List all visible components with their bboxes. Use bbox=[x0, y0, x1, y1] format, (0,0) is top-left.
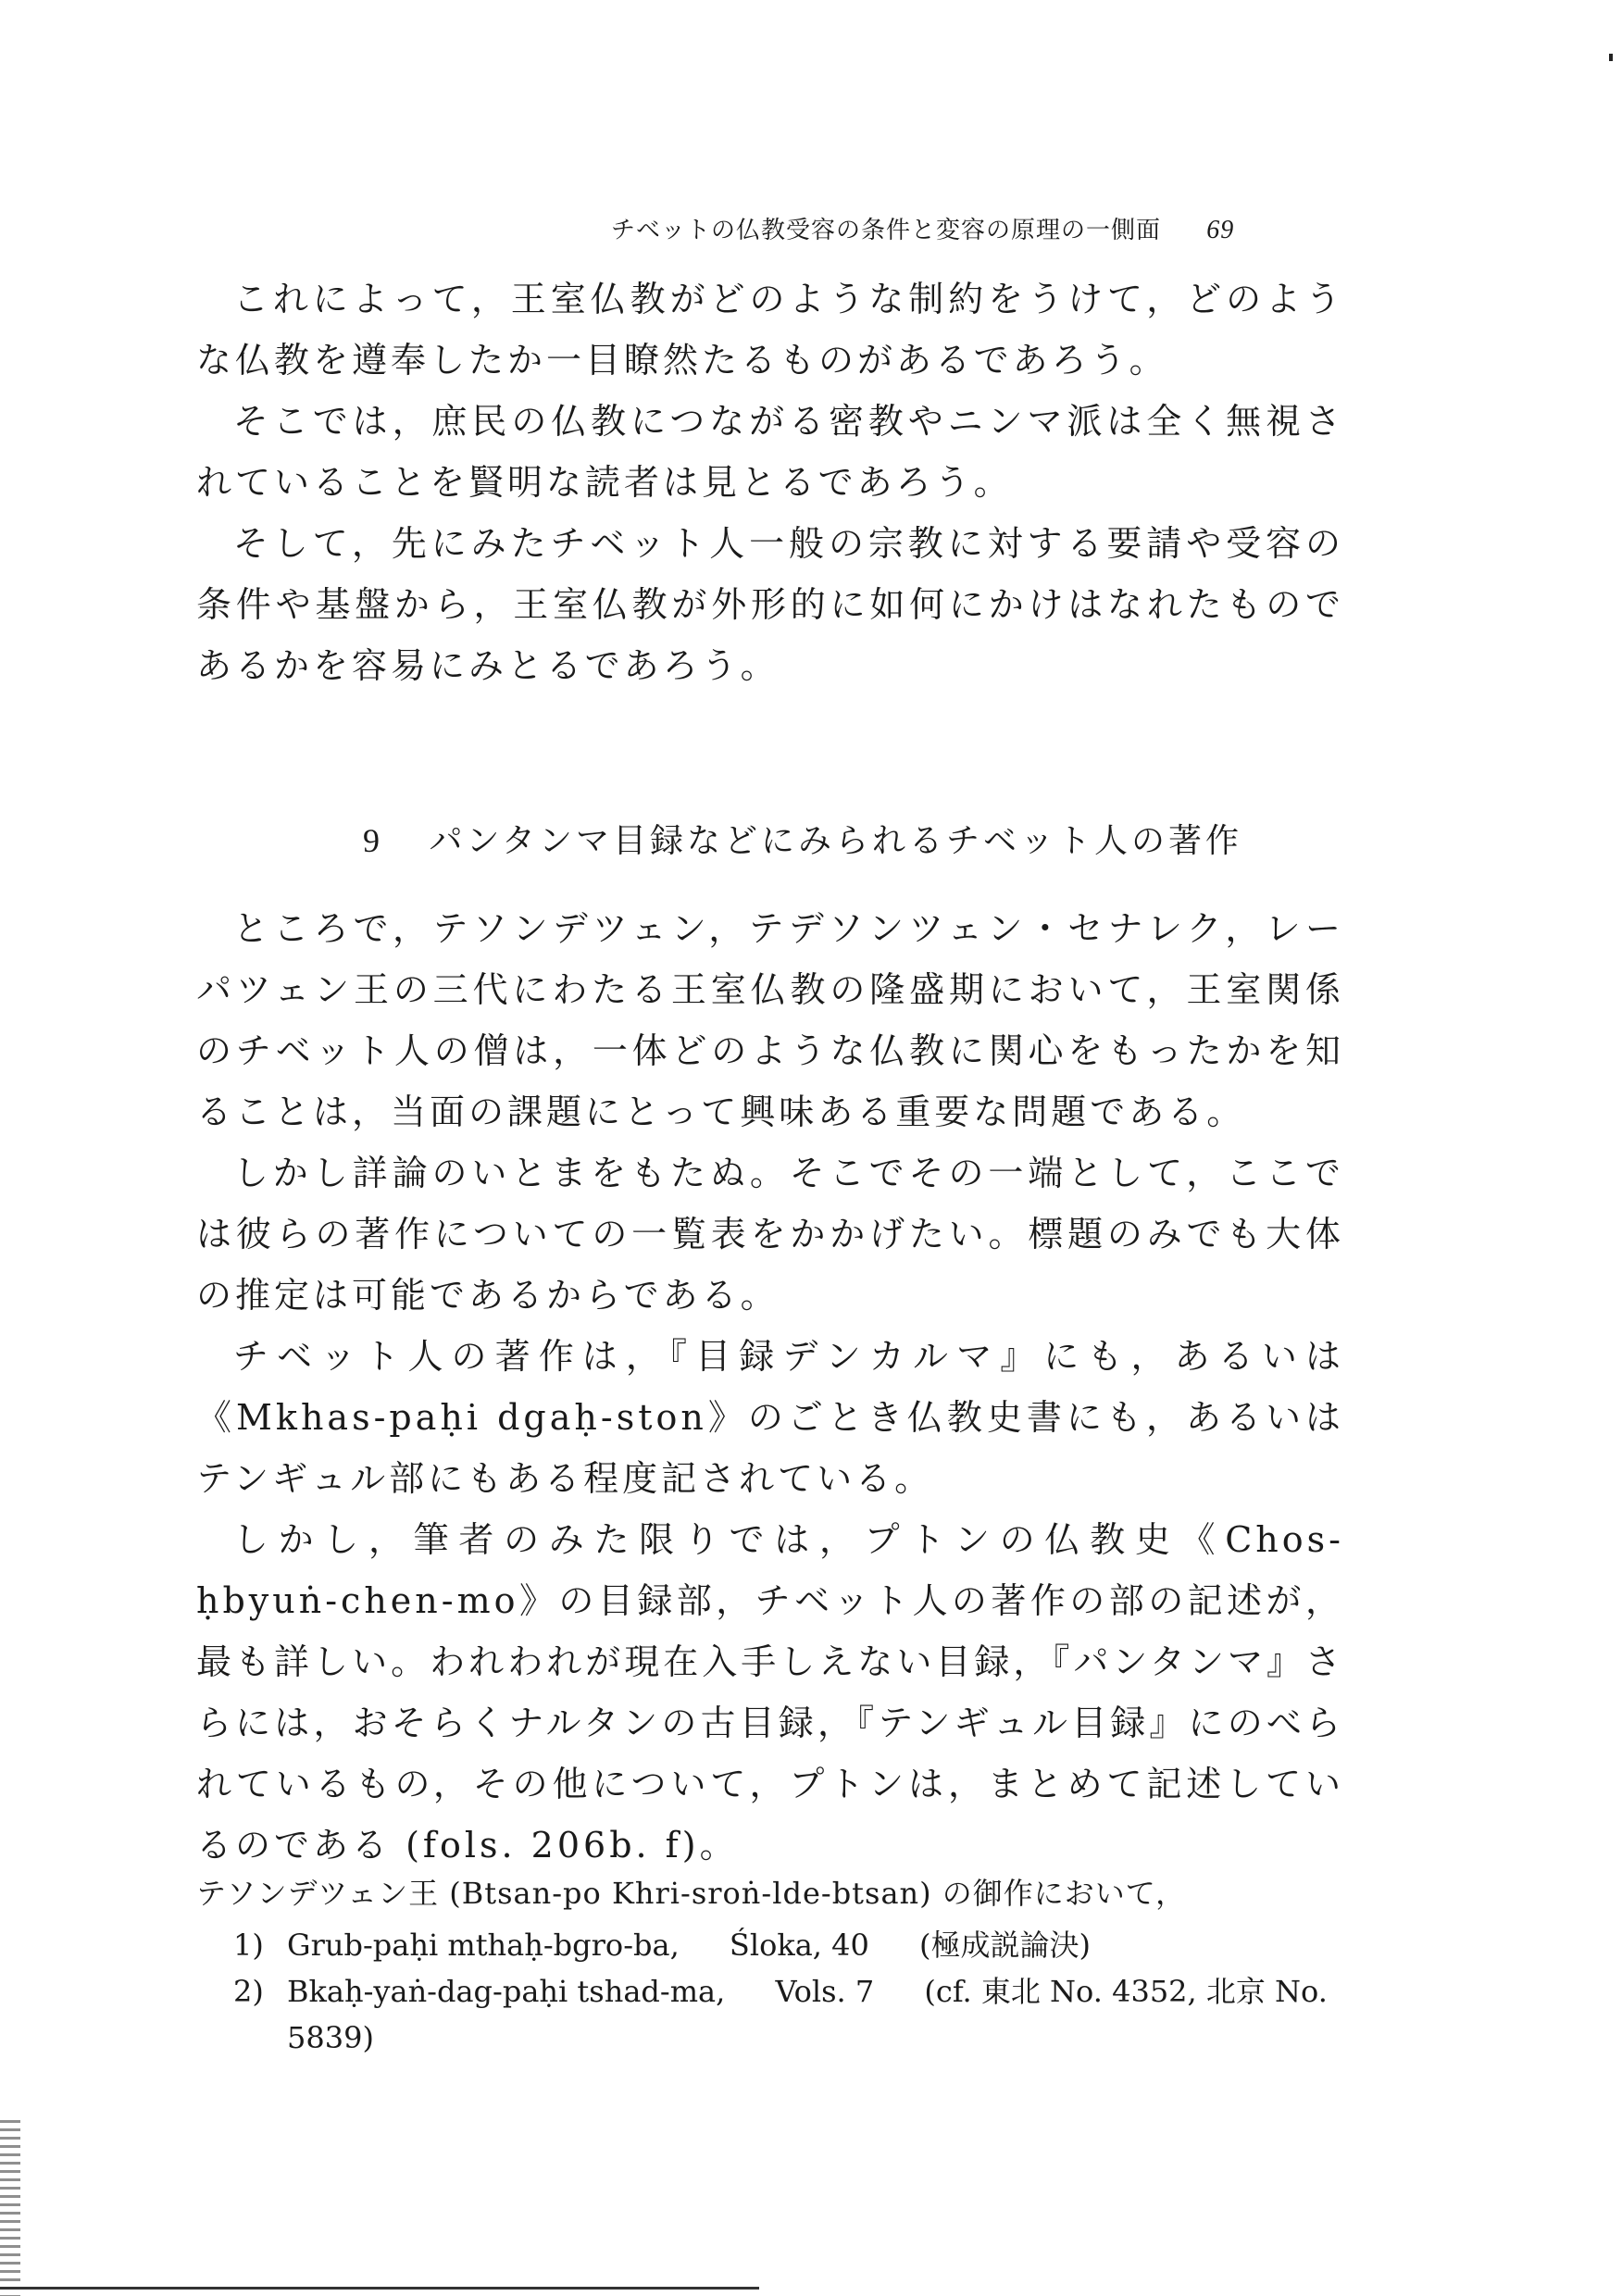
scan-edge-artifact bbox=[0, 2120, 20, 2296]
work-extent: Vols. 7 bbox=[775, 1974, 875, 2009]
list-item bbox=[196, 1968, 1363, 2061]
scan-bottom-line bbox=[0, 2287, 759, 2290]
list-item-index: 1) bbox=[233, 1928, 264, 1963]
section-title: パンタンマ目録などにみられるチベット人の著作 bbox=[429, 822, 1243, 860]
list-item bbox=[196, 1922, 1363, 1968]
paragraph: ところで，テソンデツェン，テデソンツェン・セナレク，レーパツェン王の三代にわたる王室仏教の隆盛期において，王室関係のチベット人の僧は，一体どのような仏教に関心をもったかを知ることは，当面の課題にとって興味ある重要な問題である。 bbox=[196, 908, 1344, 1132]
scan-speck bbox=[1609, 54, 1613, 61]
section-text bbox=[196, 898, 1344, 1876]
section-heading bbox=[363, 815, 1242, 862]
works-list-intro: テソンデツェン王 (Btsan-po Khri-sroṅ-lde-btsan) の御作において， bbox=[196, 1876, 1187, 1911]
paragraph: これによって，王室仏教がどのような制約をうけて，どのような仏教を遵奉したか一目瞭然たるものがあるであろう。 bbox=[196, 279, 1344, 381]
list-item-index: 2) bbox=[233, 1974, 264, 2009]
intro-text bbox=[196, 268, 1344, 696]
work-title: Grub-paḥi mthaḥ-bgro-ba, bbox=[287, 1928, 680, 1963]
running-head bbox=[611, 211, 1234, 245]
section-number: 9 bbox=[363, 822, 383, 859]
work-note: (cf. 東北 No. 4352, 北京 No. 5839) bbox=[287, 1974, 1328, 2055]
works-list bbox=[196, 1870, 1363, 2061]
paragraph: しかし詳論のいとまをもたぬ。そこでその一端として，ここでは彼らの著作についての一覧表をかかげたい。標題のみでも大体の推定は可能であるからである。 bbox=[196, 1153, 1344, 1316]
work-title: Bkaḥ-yaṅ-dag-paḥi tshad-ma, bbox=[287, 1974, 726, 2009]
work-extent: Śloka, 40 bbox=[729, 1928, 869, 1963]
paragraph: そこでは，庶民の仏教につながる密教やニンマ派は全く無視されていることを賢明な読者は見とるであろう。 bbox=[196, 401, 1344, 503]
page-number: 69 bbox=[1206, 216, 1235, 244]
paragraph: チベット人の著作は，『目録デンカルマ』にも，あるいは《Mkhas-paḥi dgaḥ-ston》のごとき仏教史書にも，あるいはテンギュル部にもある程度記されている。 bbox=[196, 1336, 1344, 1499]
paragraph: しかし，筆者のみた限りでは，プトンの仏教史《Chos-ḥbyuṅ-chen-mo》の目録部，チベット人の著作の部の記述が，最も詳しい。われわれが現在入手しえない目録，『パンタンマ』さらには，おそらくナルタンの古目録，『テンギュル目録』にのべられているもの，その他について，プトンは，まとめて記述しているのである (fols. 206b. f)。 bbox=[196, 1519, 1344, 1866]
running-title: チベットの仏教受容の条件と変容の原理の一側面 bbox=[611, 217, 1162, 244]
paragraph: そして，先にみたチベット人一般の宗教に対する要請や受容の条件や基盤から，王室仏教が外形的に如何にかけはなれたものであるかを容易にみとるであろう。 bbox=[196, 523, 1344, 686]
work-note: (極成説論決) bbox=[919, 1928, 1092, 1963]
